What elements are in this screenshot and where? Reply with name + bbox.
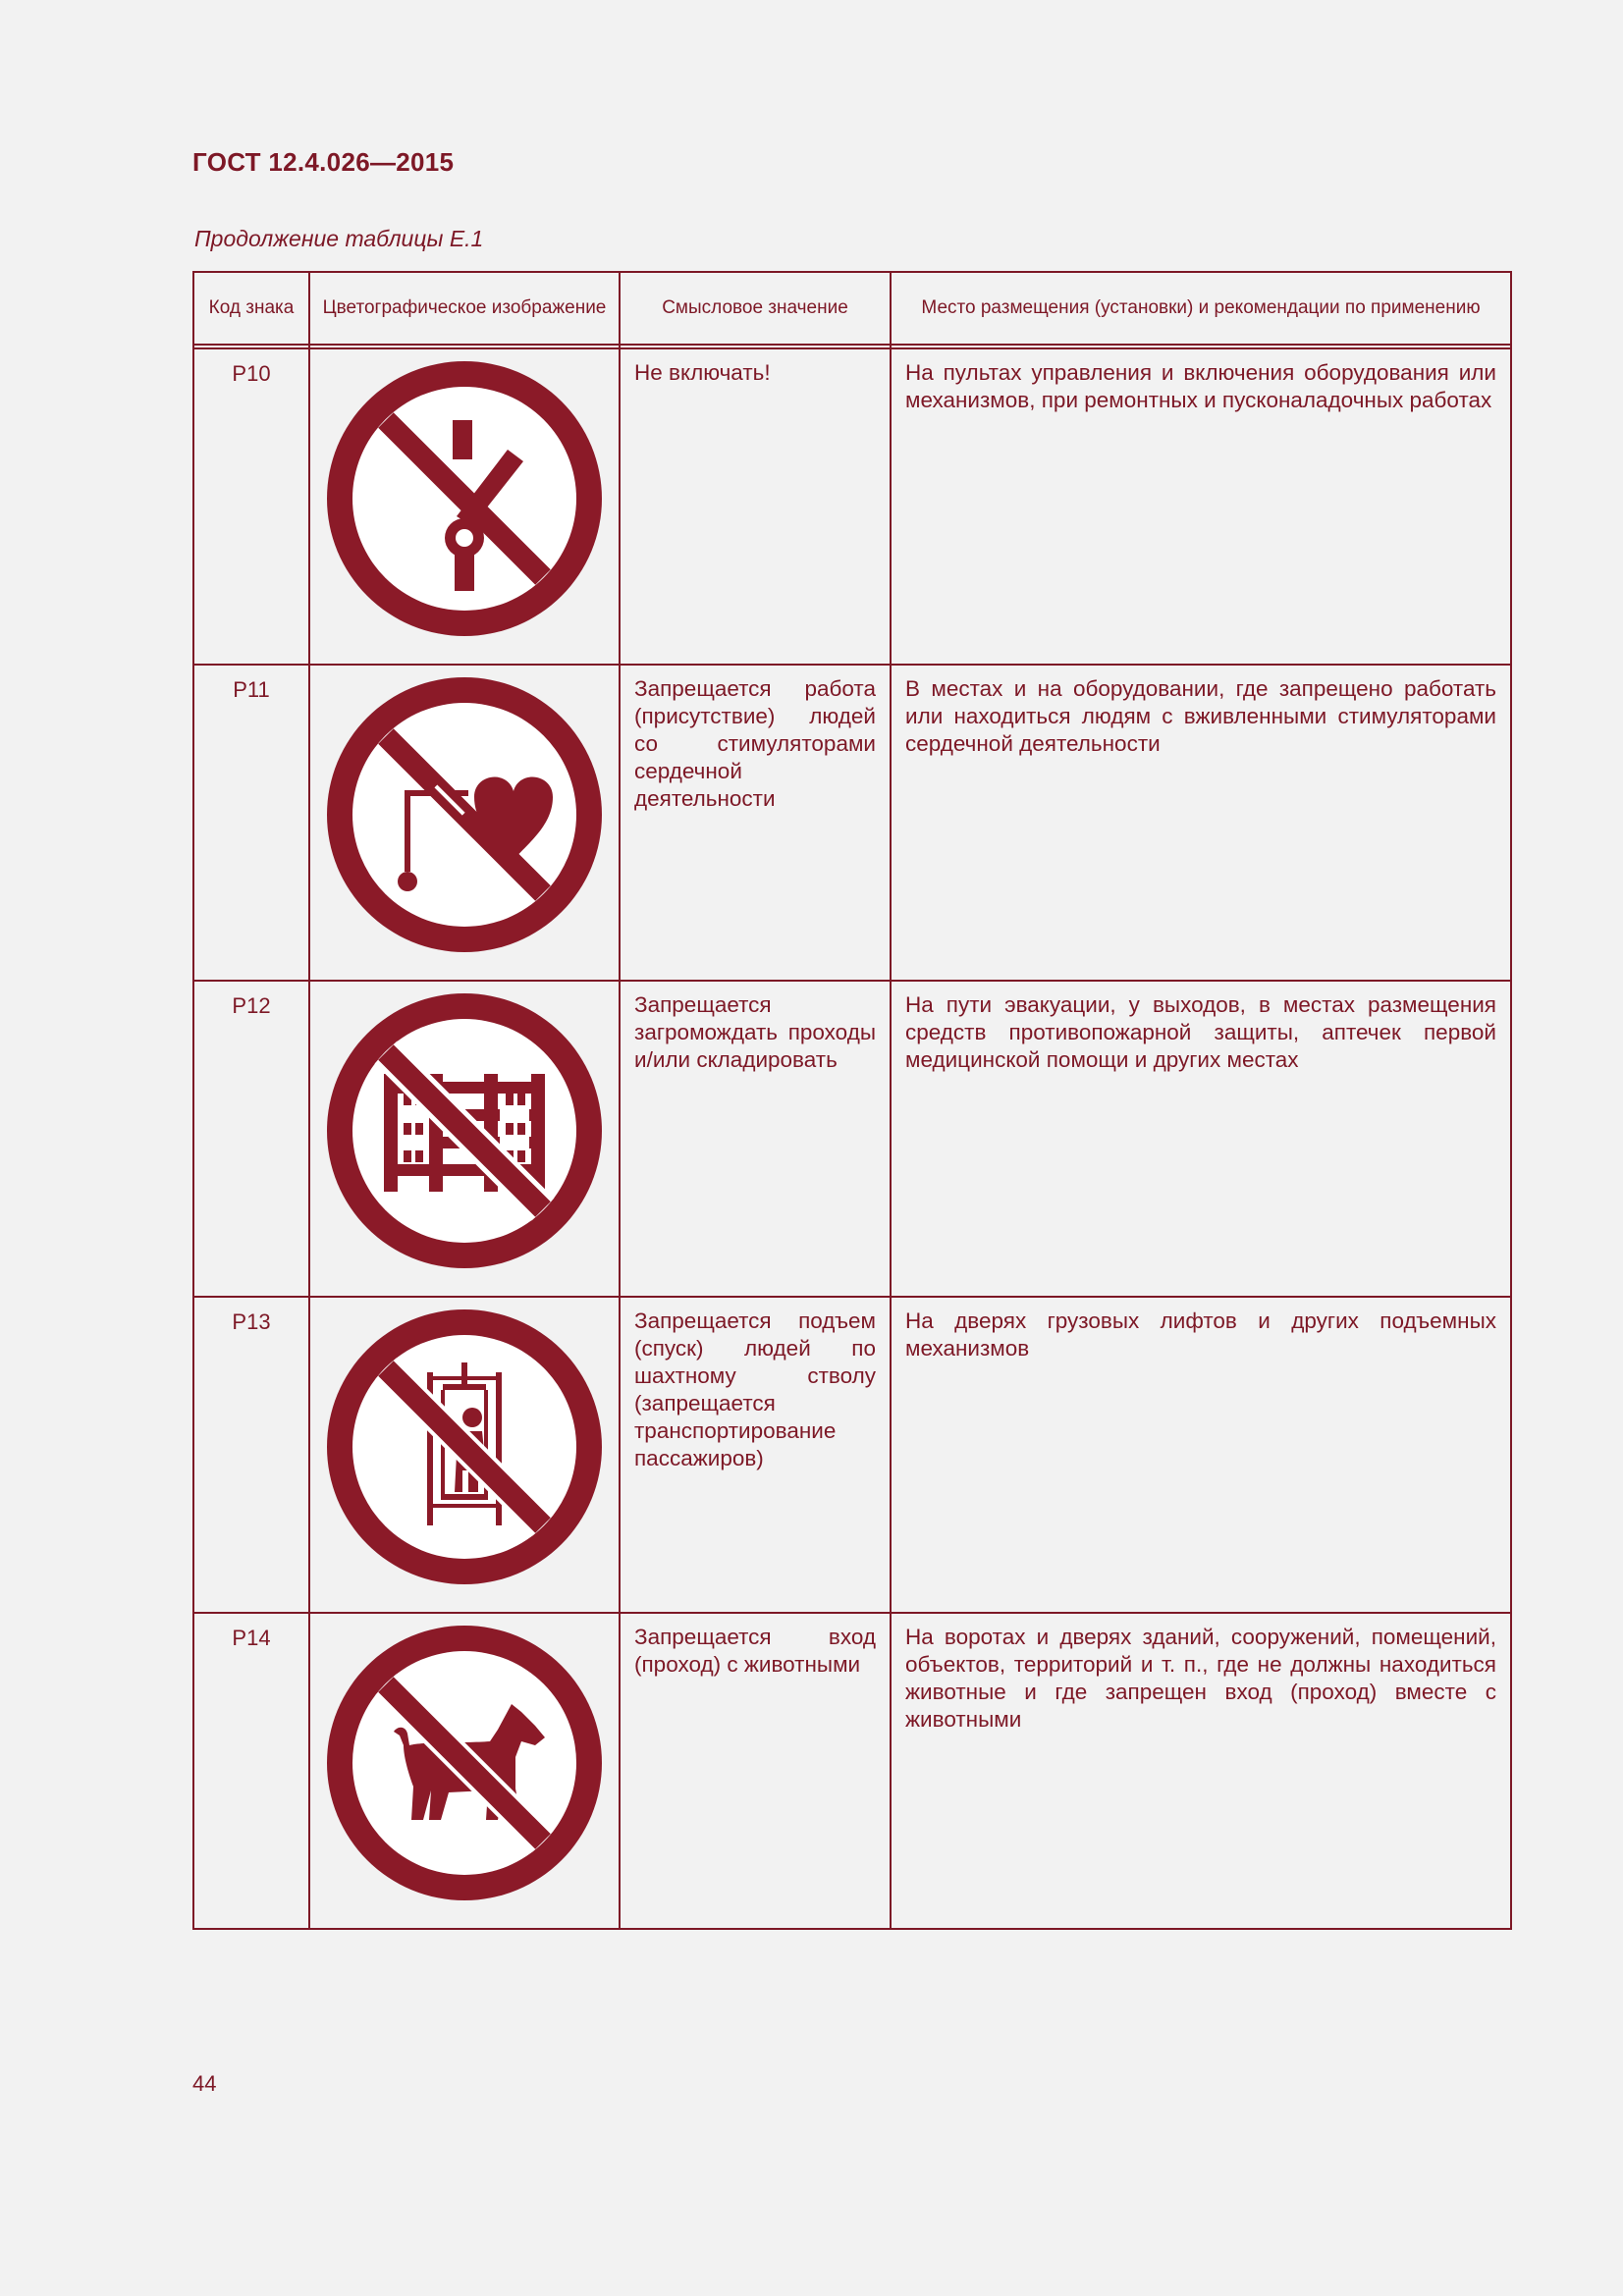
sign-placement: В местах и на оборудовании, где запрещено работать или находиться людям с вживленными стимуляторами сердечной деятельности xyxy=(891,665,1511,981)
table-caption: Продолжение таблицы Е.1 xyxy=(194,226,484,251)
sign-code: P14 xyxy=(193,1613,309,1929)
sign-code: P10 xyxy=(193,348,309,665)
header-image: Цветографическое изображение xyxy=(309,272,620,345)
sign-meaning: Запрещается подъем (спуск) людей по шахтному стволу (запрещается транспортирование пассажиров) xyxy=(620,1297,891,1613)
no-switching-on-icon xyxy=(325,359,604,638)
sign-meaning: Не включать! xyxy=(620,348,891,665)
header-code: Код знака xyxy=(193,272,309,345)
no-pacemaker-icon xyxy=(325,675,604,954)
sign-image xyxy=(309,348,620,665)
sign-meaning: Запрещается вход (проход) с животными xyxy=(620,1613,891,1929)
page-number: 44 xyxy=(192,2071,217,2096)
sign-placement: На пути эвакуации, у выходов, в местах размещения средств противопожарной защиты, аптечек первой медицинской помощи и других местах xyxy=(891,981,1511,1297)
sign-image xyxy=(309,1297,620,1613)
no-animals-icon xyxy=(325,1624,604,1902)
no-person-lift-icon xyxy=(325,1308,604,1586)
table-row xyxy=(193,981,1511,1297)
sign-image xyxy=(309,1613,620,1929)
sign-code: P11 xyxy=(193,665,309,981)
sign-code: P12 xyxy=(193,981,309,1297)
table-row xyxy=(193,665,1511,981)
header-meaning: Смысловое значение xyxy=(620,272,891,345)
table-row xyxy=(193,1613,1511,1929)
sign-image xyxy=(309,981,620,1297)
no-obstruction-icon xyxy=(325,991,604,1270)
sign-meaning: Запрещается работа (присутствие) людей со стимуляторами сердечной деятельности xyxy=(620,665,891,981)
sign-image xyxy=(309,665,620,981)
signs-table xyxy=(192,271,1512,1930)
sign-placement: На пультах управления и включения оборудования или механизмов, при ремонтных и пусконаладочных работах xyxy=(891,348,1511,665)
table-row xyxy=(193,348,1511,665)
sign-placement: На дверях грузовых лифтов и других подъемных механизмов xyxy=(891,1297,1511,1613)
table-header-row xyxy=(193,272,1511,345)
sign-code: P13 xyxy=(193,1297,309,1613)
header-place: Место размещения (установки) и рекомендации по применению xyxy=(891,272,1511,345)
sign-placement: На воротах и дверях зданий, сооружений, помещений, объектов, территорий и т. п., где не должны находиться животные и где запрещен вход (проход) вместе с животными xyxy=(891,1613,1511,1929)
document-title: ГОСТ 12.4.026—2015 xyxy=(192,147,455,177)
sign-meaning: Запрещается загромождать проходы и/или складировать xyxy=(620,981,891,1297)
table-row xyxy=(193,1297,1511,1613)
